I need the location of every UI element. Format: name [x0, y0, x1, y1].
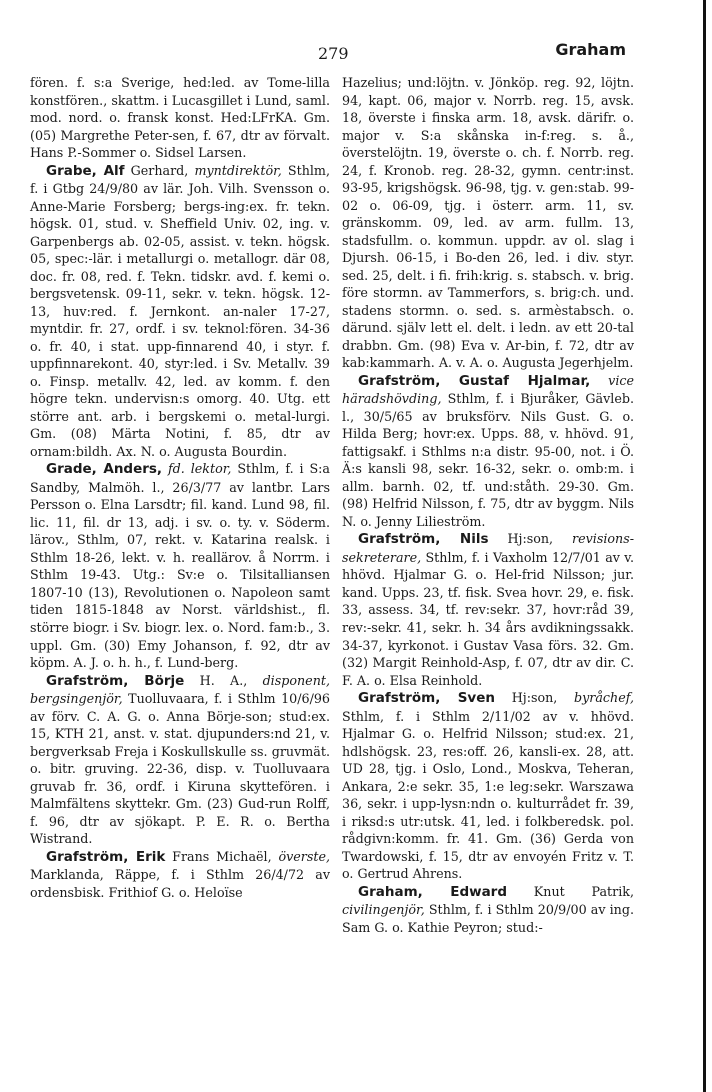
entry-title: fd. lektor, — [167, 461, 232, 477]
entry-grafstrom-nils: Grafström, Nils Hj:son, revisions-sekreterare, Sthlm, f. i Vaxholm 12/7/01 av v. hhövd. Hjalmar G. o. Hel-frid Nilsson; jur. kand. Upps. 23, tf. fisk. Svea hovr. 29, e. fisk. 33, assess. 34, tf. rev:sekr. 37, hovr:råd 39, rev:-sekr. 41, sekr. h. 34 års avdikningssakk. 34-37, kyrkonot. i Gustav Vasa förs. 32. Gm. (32) Margit Reinhold-Asp, f. 07, dtr av dir. C. F. A. o. Elsa Reinhold. — [342, 531, 634, 688]
entry-grafstrom-borje: Grafström, Börje H. A., disponent, bergsingenjör, Tuolluvaara, f. i Sthlm 10/6/96 av förv. C. A. G. o. Anna Börje-son; stud:ex. 15, KTH 21, anst. v. stat. djupunders:nd 21, v. bergverksab Freja i Koskullskulle ss. gruvmät. o. bitr. gruving. 22-36, disp. v. Tuolluvaara gruvab fr. 36, ordf. i Kiruna skyttefören. i Malmfältens skyttekr. Gm. (23) Gud-run Rolff, f. 96, dtr av sjökapt. P. E. R. o. Bertha Wistrand. — [30, 672, 330, 847]
entry-name: Grafström, Sven — [358, 690, 495, 707]
page-header — [0, 36, 712, 64]
entry-grade-anders: Grade, Anders, fd. lektor, Sthlm, f. i S:a Sandby, Malmöh. l., 26/3/77 av lantbr. Lars Persson o. Elna Larsdtr; fil. kand. Lund 98, fil. lic. 11, fil. dr 13, adj. i sv. o. ty. v. Söderm. lärov., Sthlm, 07, rekt. v. Katarina realsk. i Sthlm 18-26, lekt. v. h. reallärov. å Norrm. i Sthlm 19-43. Utg.: Sv:e o. Tilsitalliansen 1807-10 (13), Revolutionen o. Napoleon samt tiden 1815-1848 av Norst. världshist., fl. större biogr. i Sv. biogr. lex. o. Nord. fam:b., 3. uppl. Gm. (30) Emy Johanson, f. 92, dtr av köpm. A. J. o. h. h., f. Lund-berg. — [30, 461, 330, 671]
right-column — [342, 74, 634, 936]
page-number: 279 — [318, 44, 349, 63]
entry-title: vice häradshövding, — [342, 372, 634, 407]
entry-grabe-alf: Grabe, Alf Gerhard, myntdirektör, Sthlm, f. i Gtbg 24/9/80 av lär. Joh. Vilh. Svensson o. Anne-Marie Forsberg; bergs-ing:ex. fr. tekn. högsk. 01, stud. v. Sheffield Univ. 02, ing. v. Garpenbergs ab. 02-05, assist. v. tekn. högsk. 05, spec:-lär. i metallurgi o. metallogr. där 08, doc. fr. 08, red. f. Tekn. tidskr. avd. f. kemi o. bergsvetensk. 09-11, sekr. v. tekn. högsk. 12-13, huv:red. f. Jernkont. an-naler 17-27, myntdir. fr. 27, ordf. i sv. teknol:fören. 34-36 o. fr. 40, i stat. upp-finnarend 40, i styr. f. uppfinnarekont. 40, styr:led. i Sv. Metallv. 39 o. Finsp. metallv. 42, led. av komm. f. den högre tekn. undervisn:s omorg. 40. Utg. ett större ant. arb. i bergskemi o. metal-lurgi. Gm. (08) Märta Notini, f. 85, dtr av ornam:bildh. Ax. N. o. Augusta Bourdin. — [30, 162, 330, 459]
entry-graham-edward: Graham, Edward Knut Patrik, civilingenjör, Sthlm, f. i Sthlm 20/9/00 av ing. Sam G. o. Kathie Peyron; stud:- — [342, 883, 634, 935]
entry-title: civilingenjör, — [342, 902, 425, 918]
page-edge-rule — [703, 0, 706, 1092]
entry-name: Grade, Anders, — [46, 461, 163, 478]
entry-name: Graham, Edward — [358, 883, 508, 900]
entry-name: Grabe, Alf — [46, 162, 125, 179]
entry-grafstrom-sven: Grafström, Sven Hj:son, byråchef, Sthlm, f. i Sthlm 2/11/02 av v. hhövd. Hjalmar G. o. Helfrid Nilsson; stud:ex. 21, hdlshögsk. 23, res:off. 26, kansli-ex. 28, att. UD 28, tjg. i Oslo, Lond., Moskva, Teheran, Ankara, 2:e sekr. 35, 1:e leg:sekr. Warszawa 36, sekr. i upp-lysn:ndn o. kulturrådet fr. 39, i riksd:s utr:utsk. 41, led. i folkberedsk. pol. rådgivn:komm. fr. 41. Gm. (36) Gerda von Twardowski, f. 15, dtr av envoyén Fritz v. T. o. Gertrud Ahrens. — [342, 690, 634, 882]
entry-name: Grafström, Nils — [358, 531, 489, 548]
entry-continuation: Hazelius; und:löjtn. v. Jönköp. reg. 92, löjtn. 94, kapt. 06, major v. Norrb. reg. 15, avsk. 18, överste i finska arm. 18, avsk. därifr. o. major v. S:a skånska in-f:reg. s. å., överstelöjtn. 19, överste o. ch. f. Norrb. reg. 24, f. Kronob. reg. 28-32, gymn. centr:inst. 93-95, krigshögsk. 96-98, tjg. v. gen:stab. 99-02 o. 06-09, tjg. i österr. arm. 11, sv. gränskomm. 09, led. av arm. fullm. 13, stadsfullm. o. kommun. uppdr. av ol. slag i Djursh. 06-15, i Bo-den 26, led. i div. styr. sed. 25, delt. i fi. frih:krig. s. stabsch. v. brig. före stormn. av Tammerfors, s. brig:ch. und. stadens stormn. o. sed. s. armèstabsch. o. därund. själv lett el. delt. i ledn. av ett 20-tal drabbn. Gm. (98) Eva v. Ar-bin, f. 72, dtr av kab:kammarh. A. v. A. o. Augusta Jegerhjelm. — [342, 75, 634, 371]
running-head: Graham — [555, 40, 626, 59]
entry-grafstrom-gustaf-hjalmar: Grafström, Gustaf Hjalmar, vice häradshövding, Sthlm, f. i Bjuråker, Gävleb. l., 30/5/65 av bruksförv. Nils Gust. G. o. Hilda Berg; hovr:ex. Upps. 88, v. hhövd. 91, fattigsakf. i Sthlms n:a distr. 95-00, not. i Ö. Ä:s kansli 98, sekr. 16-32, sekr. o. omb:m. i allm. barnh. 02, tf. und:ståth. 29-30. Gm. (98) Helfrid Nilsson, f. 75, dtr av byggm. Nils N. o. Jenny Lilieström. — [342, 372, 634, 529]
left-column — [30, 74, 330, 901]
entry-title: överste, — [278, 848, 331, 864]
entry-name: Grafström, Gustaf Hjalmar, — [358, 372, 591, 389]
entry-name: Grafström, Erik — [46, 848, 166, 865]
entry-title: byråchef, — [574, 690, 634, 706]
entry-title: revisions-sekreterare, — [342, 531, 634, 565]
entry-continuation: fören. f. s:a Sverige, hed:led. av Tome-lilla konstfören., skattm. i Lucasgillet i Lund, saml. mod. nord. o. fransk konst. Hed:LFrKA. Gm. (05) Margrethe Peter-sen, f. 67, dtr av förvalt. Hans P.-Sommer o. Sidsel Larsen. — [30, 75, 330, 161]
entry-name: Grafström, Börje — [46, 672, 185, 689]
entry-title: myntdirektör, — [194, 162, 282, 178]
entry-title: disponent, bergsingenjör, — [30, 672, 330, 707]
entry-grafstrom-erik: Grafström, Erik Frans Michaël, överste, Marklanda, Räppe, f. i Sthlm 26/4/72 av ordensbisk. Frithiof G. o. Heloïse — [30, 848, 331, 900]
